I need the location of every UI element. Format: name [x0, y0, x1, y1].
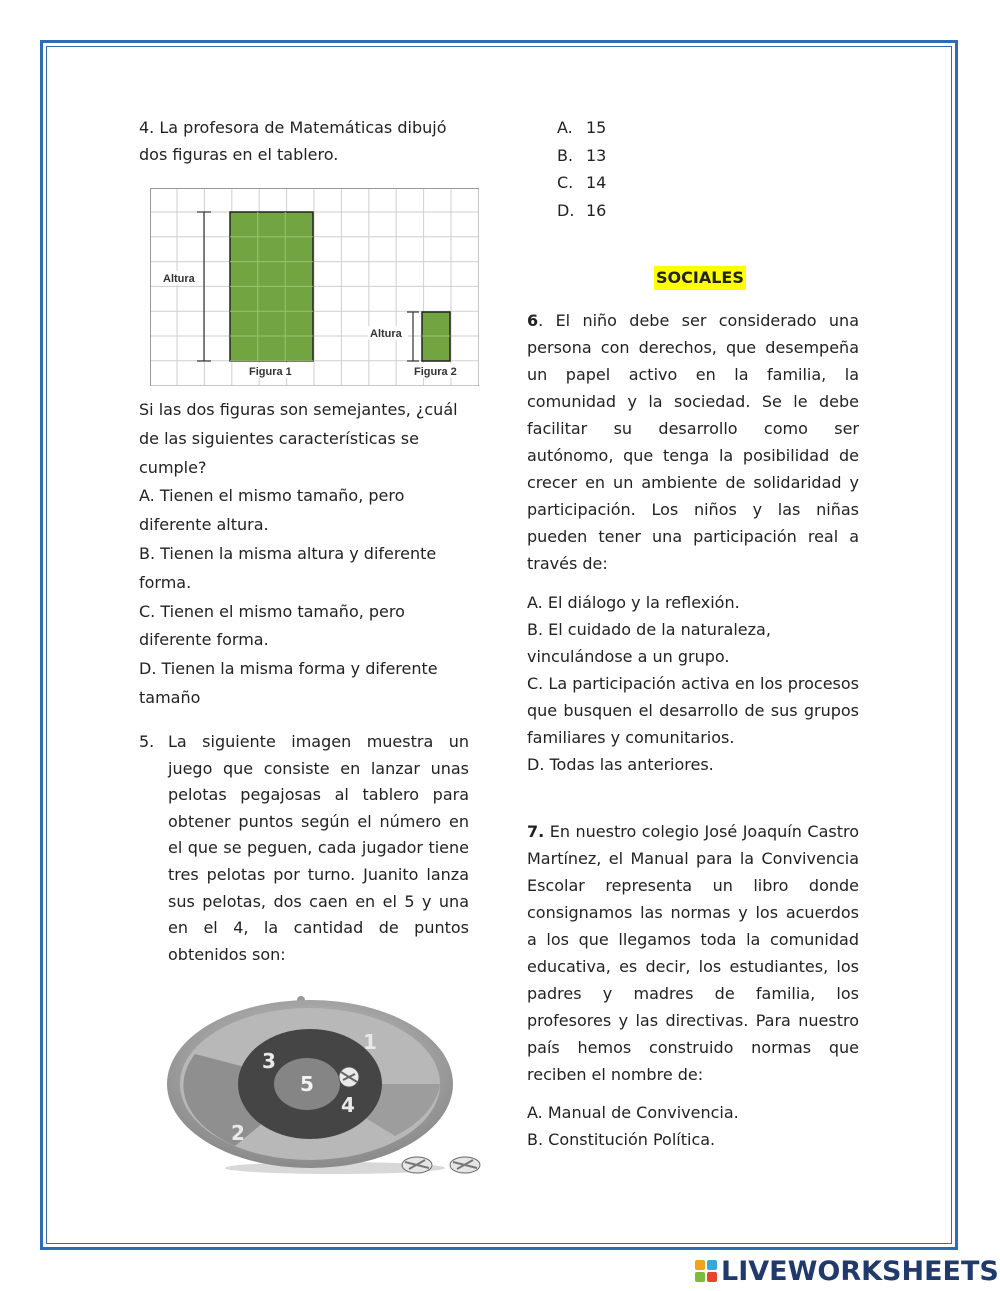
sociales-heading: SOCIALES	[654, 266, 746, 290]
answer-option[interactable]: B. 13	[557, 145, 607, 165]
liveworksheets-logo	[695, 1255, 999, 1287]
question-6-text: . El niño debe ser considerado una persona con derechos, que desempeña un papel activo en la familia, la comunidad y la sociedad. Se le debe facilitar su desarrollo como ser autónomo, que tenga la posibilidad de crecer en un ambiente de solidaridad y participación. Los niños y las niñas pueden tener una participación real a través de:	[527, 311, 859, 573]
question-7	[527, 818, 859, 1088]
question-5-answers	[557, 114, 677, 224]
question-4-option-b[interactable]: B. Tienen la misma altura y diferente forma.	[139, 543, 437, 592]
question-4-body	[139, 396, 479, 713]
sticky-ball-target-image	[165, 996, 485, 1176]
question-4-stem: 4. La profesora de Matemáticas dibujó dos figuras en el tablero.	[139, 118, 447, 164]
answer-option[interactable]: A. 15	[557, 118, 607, 137]
answer-option[interactable]: C. 14	[557, 173, 607, 192]
similar-figures-diagram	[150, 188, 479, 386]
altura-label-2: Altura	[370, 328, 402, 340]
figure-2-label: Figura 2	[414, 366, 457, 378]
question-5-number: 5.	[139, 732, 155, 751]
question-4-question: Si las dos figuras son semejantes, ¿cuál de las siguientes características se cumple?	[139, 400, 458, 477]
question-4-option-a[interactable]: A. Tienen el mismo tamaño, pero diferente altura.	[139, 486, 405, 535]
brand-name: LIVEWORKSHEETS	[721, 1255, 999, 1287]
question-6-option-a[interactable]: A. El diálogo y la reflexión.	[527, 593, 740, 612]
question-4-option-c[interactable]: C. Tienen el mismo tamaño, pero diferente forma.	[139, 601, 405, 650]
target-number-5: 5	[300, 1072, 314, 1096]
question-6-option-c[interactable]: C. La participación activa en los procesos que busquen el desarrollo de sus grupos familiares y comunitarios.	[527, 674, 859, 747]
question-7-text: En nuestro colegio José Joaquín Castro Martínez, el Manual para la Convivencia Escolar representa un libro donde consignamos las normas y los acuerdos a los que llegamos toda la comunidad educativa, es decir, los estudiantes, los padres y madres de familia, los profesores y las directivas. Para nuestro país hemos construido normas que reciben el nombre de:	[527, 822, 859, 1084]
question-7-option-b[interactable]: B. Constitución Política.	[527, 1130, 716, 1149]
question-5-text: La siguiente imagen muestra un juego que consiste en lanzar unas pelotas pegajosas al tablero para obtener puntos según el número en el que se peguen, cada jugador tiene tres pelotas por turno. Juanito lanza sus pelotas, dos caen en el 5 y una en el 4, la cantidad de puntos obtenidos son:	[168, 732, 469, 964]
target-number-2: 2	[231, 1121, 245, 1145]
target-number-3: 3	[262, 1049, 276, 1073]
target-number-1: 1	[363, 1030, 377, 1054]
question-7-number: 7.	[527, 822, 545, 841]
question-6-option-d[interactable]: D. Todas las anteriores.	[527, 755, 714, 774]
question-6-options	[527, 589, 859, 778]
question-7-option-a[interactable]: A. Manual de Convivencia.	[527, 1103, 739, 1122]
target-number-4: 4	[341, 1093, 355, 1117]
figure-1-label: Figura 1	[249, 366, 292, 378]
question-6	[527, 307, 859, 577]
question-6-number: 6	[527, 311, 539, 330]
logo-blocks-icon	[695, 1260, 717, 1282]
question-4-option-d[interactable]: D. Tienen la misma forma y diferente tamaño	[139, 659, 438, 707]
altura-label-1: Altura	[163, 273, 195, 285]
question-6-option-b[interactable]: B. El cuidado de la naturaleza, vinculándose a un grupo.	[527, 620, 771, 666]
answer-option[interactable]: D. 16	[557, 200, 607, 220]
question-5	[139, 729, 469, 968]
question-7-options	[527, 1099, 859, 1153]
